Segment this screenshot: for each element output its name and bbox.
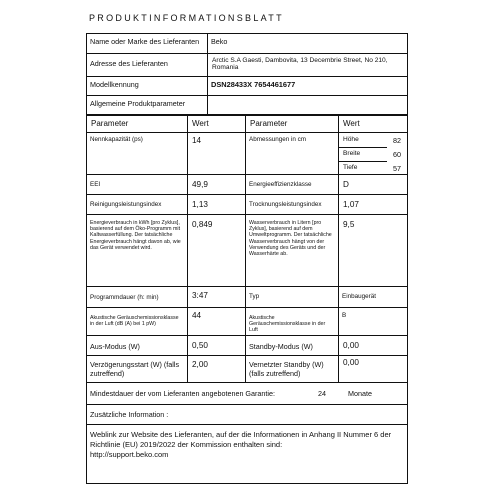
table-header-row [87,114,407,132]
header-value-2: Wert [338,116,407,132]
delay-start-value: 2,00 [187,356,245,382]
energy-consumption-label: Energieverbrauch in kWh [pro Zyklus], basierend auf dem Öko-Programm mit Kaltwasserfüllung. Der tatsächliche Energieverbrauch hängt davon ab, wie das Gerät verwendet wird. [90,220,181,251]
noise-row [87,307,407,335]
supplier-name-row [87,34,407,53]
general-parameters-label: Allgemeine Produktparameter [90,99,186,108]
supplier-name-value: Beko [207,34,407,53]
standby-label: Standby-Modus (W) [245,336,338,355]
dimensions-label: Abmessungen in cm [245,133,338,174]
noise-emission-value: 44 [187,308,245,335]
warranty-row [87,382,407,404]
weblink-row [87,424,407,483]
program-duration-row [87,286,407,307]
weblink-text: Weblink zur Website des Lieferanten, auf der die Informationen in Anhang II Nummer 6 der Richtlinie (EU) 2019/2022 der Kommission enthalten sind: [90,430,392,449]
standby-value: 0,00 [338,336,407,355]
off-mode-value: 0,50 [187,336,245,355]
supplier-address-row [87,53,407,76]
header-value-1: Wert [187,116,245,132]
consumption-row [87,214,407,286]
drying-index-value: 1,07 [338,195,407,214]
weblink-url[interactable]: http://support.beko.com [90,450,169,459]
cleaning-index-label: Reinigungsleistungsindex [90,201,162,208]
off-mode-label: Aus-Modus (W) [90,342,140,351]
general-parameters-empty [207,96,407,114]
width-label: Breite [343,150,361,157]
networked-standby-value: 0,00 [338,356,407,382]
general-parameters-row [87,95,407,114]
noise-class-value: B [338,308,407,335]
supplier-address-label: Adresse des Lieferanten [90,59,168,68]
capacity-label: Nennkapazität (ps) [90,136,143,143]
water-consumption-label: Wasserverbrauch in Litern [pro Zyklus], basierend auf dem Umweltprogramm. Der tatsächliche Wasserverbrauch hängt von der Verwendung des Geräts und der Wasserhärte ab. [245,215,338,286]
drying-index-label: Trocknungsleistungsindex [245,195,338,214]
type-label: Typ [245,287,338,307]
additional-info-row [87,404,407,424]
program-duration-label: Programmdauer (h: min) [90,294,159,301]
program-duration-value: 3:47 [187,287,245,307]
document-title: PRODUKTINFORMATIONSBLATT [89,13,284,23]
delay-start-row [87,355,407,382]
depth-label: Tiefe [343,164,358,171]
supplier-address-value: Arctic S.A Gaesti, Dambovita, 13 Decembrie Street, No 210, Romania [207,54,407,76]
header-parameter-2: Parameter [245,116,338,132]
model-value: DSN28433X 7654461677 [207,77,407,95]
water-consumption-value: 9,5 [338,215,407,286]
dimension-divider [339,147,387,148]
warranty-value: 24 [318,389,326,398]
eei-row [87,174,407,194]
supplier-name-label: Name oder Marke des Lieferanten [90,37,200,46]
energy-class-label: Energieeffizienzklasse [245,175,338,194]
model-row [87,76,407,95]
networked-standby-label: Vernetzter Standby (W) (falls zutreffend) [245,356,338,382]
energy-class-value: D [338,175,407,194]
cleaning-row [87,194,407,214]
warranty-unit: Monate [348,389,372,398]
noise-emission-label: Akustische Geräuschemissionsklasse in der Luft (dB (A) bei 1 pW) [90,315,179,328]
delay-start-label: Verzögerungsstart (W) (falls zutreffend) [90,360,180,378]
depth-value: 57 [393,164,401,173]
eei-label: EEI [90,181,101,188]
width-value: 60 [393,150,401,159]
additional-info-label: Zusätzliche Information : [90,410,169,419]
cleaning-index-value: 1,13 [187,195,245,214]
capacity-dimensions-row [87,132,407,174]
energy-consumption-value: 0,849 [187,215,245,286]
product-information-sheet [86,33,408,484]
dimensions-values [338,133,407,174]
weblink-block [87,425,407,483]
off-mode-row [87,335,407,355]
warranty-label: Mindestdauer der vom Lieferanten angebotenen Garantie: [90,389,276,398]
eei-value: 49,9 [187,175,245,194]
capacity-value: 14 [187,133,245,174]
type-value: Einbaugerät [338,287,407,307]
noise-class-label: Akustische Geräuschemissionsklasse in der Luft [245,308,338,335]
model-label: Modellkennung [90,80,139,89]
header-parameter-1: Parameter [91,119,129,128]
dimension-divider [339,161,387,162]
height-label: Höhe [343,136,359,143]
height-value: 82 [393,136,401,145]
